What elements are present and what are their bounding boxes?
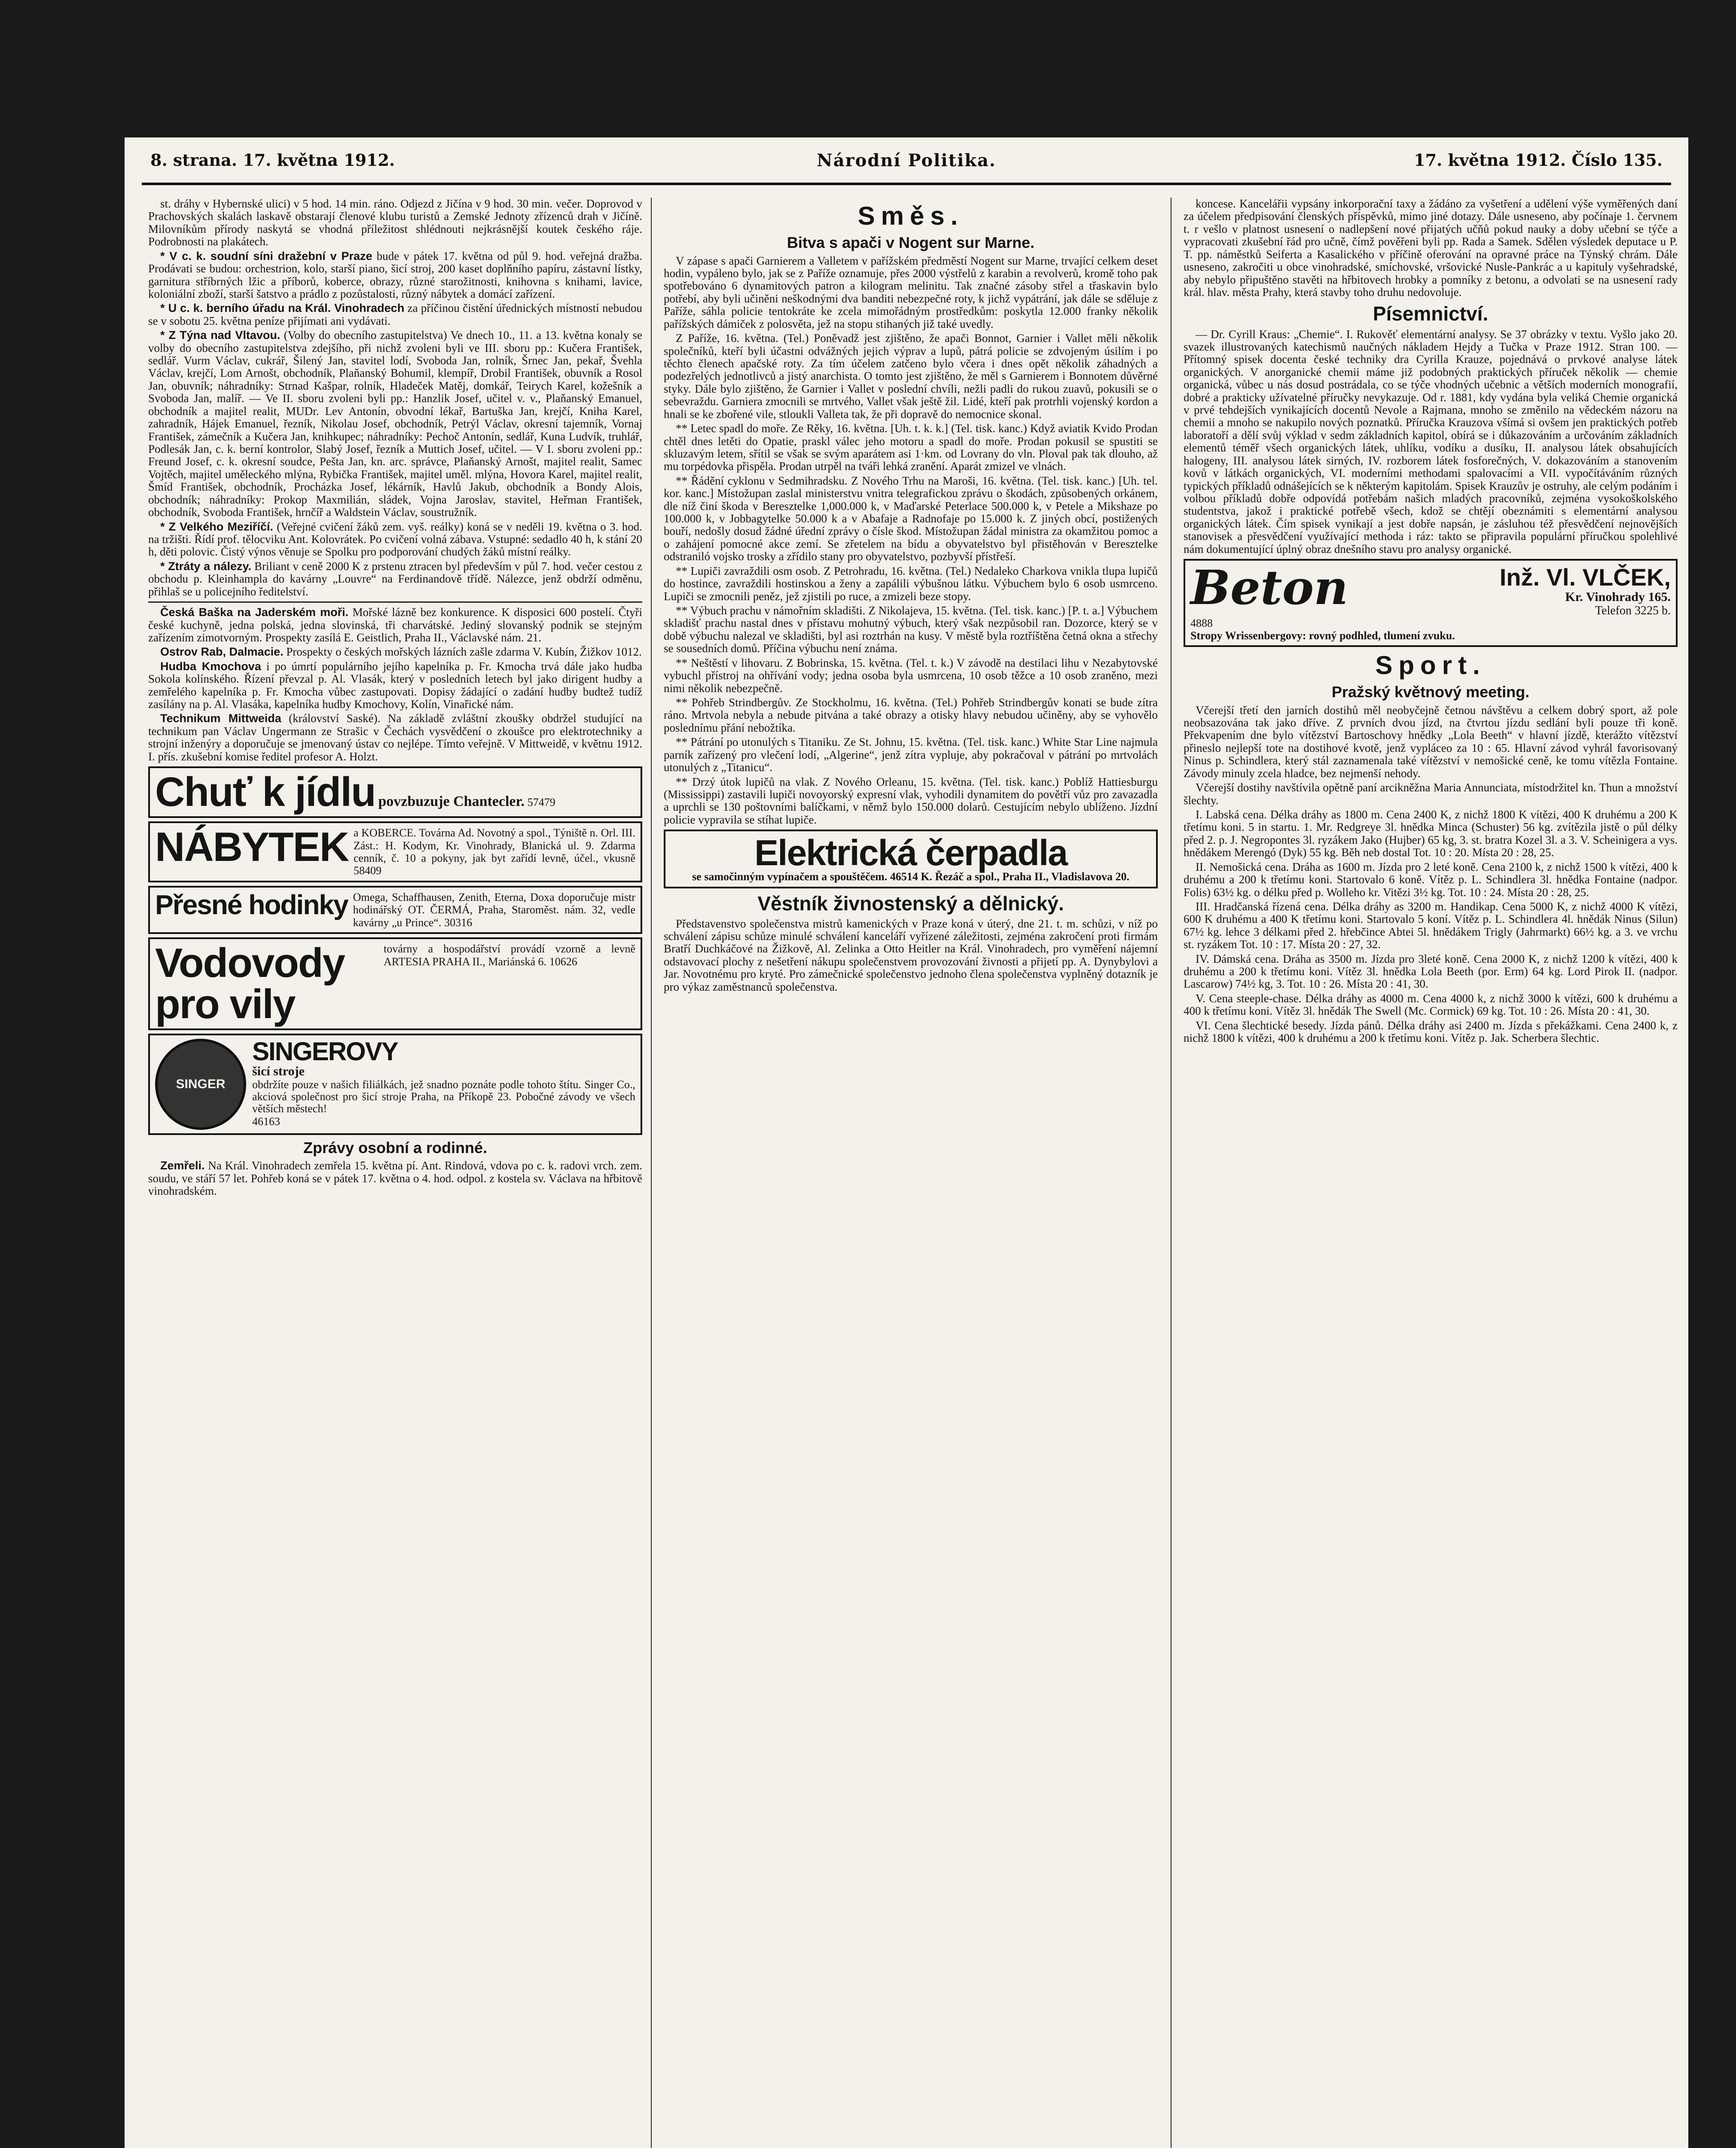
ad-phone: Telefon 3225 b. xyxy=(1595,604,1671,617)
ad-text: továrny a hospodářství provádí vzorně a levně ARTESIA PRAHA II., Mariánská 6. xyxy=(384,943,635,968)
advertisement-artesia xyxy=(148,937,642,1030)
ad-headline: Elektrická čerpadla xyxy=(754,833,1067,873)
ad-logo-beton: Beton xyxy=(1190,560,1349,616)
ad-code: 10626 xyxy=(549,955,577,968)
ad-text: obdržíte pouze v našich filiálkách, jež snadno poznáte podle tohoto štítu. Singer Co., akciová společnost pro šicí stroje Praha, na Příkopě 23. Pobočné závody ve všech větších městech! xyxy=(252,1078,635,1115)
article-text: — Dr. Cyrill Kraus: „Chemie“. I. Rukověť elementární analysy. Se 37 obrázky v textu. Vyšlo jako 20. svazek illustrovaných katechismů naučných nákladem Hejdy a Tučka v Praze 1912. Stran 100. — Přítomný spisek docenta české techniky dra Cyrilla Krauze, pojednává o prvkové analyse látek organických. V anorganické chemii máme již podobných praktických příruček několik — chemie organická, vůbec u nás dosud postrádala, co se týče vhodných učebnic a větších moderních monografií, dobré a prakticky užívatelné příručky nevykazuje. Od r. 1881, kdy vydána byla veliká Chemie organická v prvé tehdejších vynikajících docentů Nevole a Rajmana, mnoho se změnilo na vědeckém názoru na chemii a mnoho se nakupilo nových poznatků. Příručka Krauzova všímá si ovšem jen praktických potřeb laboratoří a dělí svůj výklad v sedm základních kapitol, obírá se i důkazováním a určováním základních elementů téměř všech organických látek, uhlíku, vodíku a dusíku, II. analysou látek obsahujících halogeny, III. analysou látek sirných, IV. rozborem látek fosforečných, V. dokazováním a stanovením kovů v látkách organických, VI. moderními methodami spalovacími a VII. vypočítáváním různých typických příkladů odnášejících se k některým kapitolám. Spisek Krauzův je ostruhy, ale celým podáním i volbou příkladů dobře odpovídá potřebám našich mladých pracovníků, zejména vysokoškolského studentstva, jakož i praktické potřebě všech, kdož se chtějí obeznámiti s elementární analysou organických látek. Čím spisek vynikají a jest dobře napsán, je zásluhou též přesvědčení nejnovějších stanovisek a přesvědčení využívající methoda i ráz: takto se připravila populární příručkou spolehlivé nám dokumentující úplný obraz dnešního stavu pro analysy organické. xyxy=(1184,327,1678,555)
column-2 xyxy=(664,198,1158,2148)
article-text: V zápase s apači Garnierem a Valletem v pařížském předměstí Nogent sur Marne, trvající celkem deset hodin, vypáleno bylo, jak se z Paříže oznamuje, přes 2000 výstřelů z karabin a revolverů, kromě toho pak spotřebováno 6 dynamitových patron a kilogram melinitu. Tak značné zásoby střel a třaskavin bylo potřebí, aby byli učiněni neškodnými dva banditi nebezpečné roty, k jichž vypátrání, jak dále se sděluje z Paříže, sáhla policie tentokráte ke zcela mimořádným prostředkům: poskytla 12.000 franky několik pařížských dámiček z polosvěta, jež na stopu stihaných již také uvedly. xyxy=(664,254,1158,330)
article-body: Mořské lázně bez konkurence. K disposici 600 postelí. Čtyři české kuchyně, jedna polská, jedna slovinská, tři charvátské. Jediný slovanský podnik se stejným zařízením zimotvorným. Prospekty zasílá E. Geistlich, Praha II., Václavské nám. 21. xyxy=(148,606,642,644)
article-text xyxy=(148,521,642,558)
page-header-issue: 17. května 1912. Číslo 135. xyxy=(1414,150,1663,170)
article-heading: * V c. k. soudní síni dražební v Praze xyxy=(160,249,372,262)
ad-address: Kr. Vinohrady 165. xyxy=(1565,590,1671,604)
ad-subheadline: šicí stroje xyxy=(252,1064,305,1079)
section-title-zpravy: Zprávy osobní a rodinné. xyxy=(303,1139,488,1157)
article-text xyxy=(148,712,642,763)
article-text: Představenstvo společenstva mistrů kamenických v Praze koná v úterý, dne 21. t. m. schůzi, v níž po schválení zápisu schůze minulé schválení kanceláří vyřízené záležitosti, zejména zakročení proti firmám Bratří Duchkáčové na Žižkově, Al. Zelinka a Otto Heitler na Král. Vinohradech, pro vyměření nájemní odstavovací plochy z nešetření nákupu společenstvem provozování živnosti a přijetí pp. A. Dynybylovi a Jar. Novotnému pro kryté. Pro zámečnické společenstvo jednoho člena společenstva vyplněný dotazník je pro výkaz zaměstnanců společenstva. xyxy=(664,917,1158,993)
article-body: za příčinou čistění úřednických místností nebudou se v sobotu 25. května peníze přijímati ani vydávati. xyxy=(148,302,642,327)
article-text: Včerejší třetí den jarních dostihů měl neobyčejně četnou návštěvu a celkem dobrý sport, až pole neobsazována tak jako dříve. Z prvních dvou jízd, na čtvrtou jízdu sedlání byli pouze tři koně. Překvapením dne bylo vítězství Bartoschovy hnědky „Lola Beeth“ v hlavní jízdě, kterážto vítězství přineslo nejlepší tote na dostihové kvotě, jenž vypláceo za 10 : 65. Hlavní závod vyhrál favorisovaný Ninus p. Schindlera, který stál zaznamenala také vítězství v nemošické ceně, ke tomu vítězla Fontaine. Závody minuly zcela hladce, bez nejmenší nehody. xyxy=(1184,703,1678,780)
article-text: I. Labská cena. Délka dráhy as 1800 m. Cena 2400 K, z nichž 1800 K vítězi, 400 K druhému a 200 K třetímu koni. 5 in startu. 1. Mr. Redgreye 3l. hnědka Minca (Schuster) 56 kg. zvítězila jistě o půl délky před 2. p. J. Negropontes 3l. ryzákem Jako (Hujber) 65 kg, 3. st. bratra Kozel 3l. a 3. V. Scheinigera a vys. hnědákem Merengó (Dyk) 55 kg. Běh neb dostal Tot. 10 : 20. Místa 20 : 28, 25. xyxy=(1184,808,1678,859)
column-separator-2 xyxy=(1171,198,1172,2148)
article-text: koncese. Kancelářii vypsány inkorporační taxy a žádáno za vyšetření a udělení výše vyměřených daní za účelem předpisování členských příspěvků, mimo jiné dotazy. Dále usneseno, aby počínaje 1. červnem t. r vešlo v platnost usnesení o nadlepšení nové přijatých učňů pokud nauky a doby učební se týče a vypracovati zkušební řád pro učně, čímž pověřeni byli pp. Rada a Samek. Sdělen výsledek deputace u P. T. pp. náměstků Seifertа a Kasalického v příčině oferování na opravné práce na Týnský chrám. Dále usneseno, zakročiti u obce vinohradské, smíchovské, vršovické Nusle-Pankrác a u kapituly vyšehradské, aby nebylo připuštěno stavěti na hřbitovech hrobky a pomníky z betonu, a odvolati se na usnesení rady král. hlav. města Prahy, která stavby toho druhu nedovoluje. xyxy=(1184,198,1678,299)
ad-code: 46163 xyxy=(252,1115,280,1128)
article-text: Včerejší dostihy navštívila opětně paní arcikněžna Maria Annunciata, místodržitel kn. Thun a množství šlechty. xyxy=(1184,781,1678,807)
article-body: Briliant v ceně 2000 K z prstenu ztracen byl především v půl 7. hod. večer cestou z obchodu p. Kleinhampla do kavárny „Louvre“ na Ferdinandově třídě. Nálezce, jenž obdrží odměnu, přihlaš se u policejního ředitelství. xyxy=(148,559,642,598)
advertisement-cerpadla xyxy=(664,830,1158,888)
article-text: st. dráhy v Hybernské ulici) v 5 hod. 14 min. ráno. Odjezd z Jičína v 9 hod. 30 min. večer. Doprovod v Prachovských skalách laskavě obstarají členové klubu turistů a Zemské Jednoty zřízenců drah v Jičíně. Milovníkům přírody naskytá se vhodná příležitost shlédnouti nejkrásnější koutek českého ráje. Podrobnosti na plakátech. xyxy=(148,198,642,248)
article-title: Bitva s apači v Nogent sur Marne. xyxy=(787,234,1035,252)
article-text: V. Cena steeple-chase. Délka dráhy as 4000 m. Cena 4000 k, z nichž 3000 k vítězi, 600 k druhému a 400 k třetímu koni. Vítěz 3l. hnědák The Swell (Mc. Cormick) 69 kg. Tot. 10 : 26. Místa 20 : 41, 30. xyxy=(1184,992,1678,1018)
ad-text: se samočinným vypínačem a spouštěčem. 46514 K. Řezáč a spol., Praha II., Vladislavova 20. xyxy=(692,870,1129,883)
ad-headline: Přesné hodinky xyxy=(155,889,348,920)
article-text: ** Neštěstí v lihovaru. Z Bobrinska, 15. května. (Tel. t. k.) V závodě na destilaci lihu v Nezabytovské vybuchl přístroj na ohřívání vody; jedna osoba byla usmrcena, 10 osob těžce a 10 osob zraněno, mezi nimi několik nebezpečně. xyxy=(664,656,1158,695)
ad-code: 57479 xyxy=(527,796,555,809)
section-title-vestnik: Věstník živnostenský a dělnický. xyxy=(757,892,1064,915)
advertisement-chantecler xyxy=(148,766,642,818)
ad-code: 58409 xyxy=(354,864,382,877)
article-text xyxy=(148,1159,642,1197)
advertisement-beton xyxy=(1184,559,1678,647)
column-separator-1 xyxy=(651,198,652,2148)
article-body: i po úmrtí populárního jejího kapelníka p. Fr. Kmocha trvá dále jako hudba Sokola kolínského. Řízení převzal p. Al. Vlasák, který v posledních letech byl jako dirigent hudby a zemřelého kapelníka p. Fr. Kmocha vůbec zastupovati. Dopisy žádající o zadání hudby budtež tudíž zasílány na p. Al. Vlasáka, kapelníka hudby Kmochovy, Kolín, Vinařické nám. xyxy=(148,659,642,711)
article-text xyxy=(148,329,642,519)
section-title-smes: Směs. xyxy=(857,201,964,230)
article-body: (Volby do obecního zastupitelstva) Ve dnech 10., 11. a 13. května konaly se volby do obecního zastupitelstva zdejšího, při nichž zvoleni byli ve III. sboru pp.: Kučera František, sedlář. Vurm Václav, cukrář, Šilený Jan, stavitel lodí, Svoboda Jan, rolník, Šrnec Jan, pekař, Švehla Václav, krejčí, Lom Arnošt, obchodník, Plaňanský Bohumil, klempíř, Drobil František, obuvník a Rosol Jan, obuvník; náhradníky: Strnad Kašpar, rolník, Hladeček Matěj, domkář, Teirych Karel, kožešník a Svoboda Jan, malíř. — Ve II. sboru zvoleni byli pp.: Hanzlik Josef, učitel v. v., Plaňanský Emanuel, obchodník a majitel realit, MUDr. Lev Antonín, obvodní lékař, Bartuška Jan, krejčí, Kniha Karel, zahradník, Hájek Emanuel, řezník, Nikolau Josef, obchodník, Petrýl Václav, okresní tajemník, Vornaj František, zámečník a Kučera Jan, knihkupec; náhradníky: Pechoč Antonín, sedlář, Kuna Ludvík, truhlář, Podlesák Jan, c. k. berní kontrolor, Slabý Josef, řezník a Muttich Josef, učitel. — V I. sboru zvoleni pp.: Freund Josef, c. k. okresní soudce, Pešta Jan, kn. arc. správce, Plaňanský Arnošt, majitel realit, Samec Vojtěch, majitel uměleckého mlýna, Rybička František, majitel uměl. mlýna, Hovora Karel, majitel realit, Šmíd František, obchodník, Procházka Josef, lékárník, Havlů Jakub, obchodník a Bondy Alois, obchodník; náhradníky: Prokop Maxmilián, sládek, Vojna Jaroslav, stavitel, Heřman František, obchodník, Svoboda František, hrnčíř a Waldstein Václav, soustružník. xyxy=(148,329,642,519)
article-text: ** Řádění cyklonu v Sedmihradsku. Z Nového Trhu na Maroši, 16. května. (Tel. tisk. kanc.) [Uh. tel. kor. kanc.] Místožupan zaslal ministerstvu vnitra telegrafickou zprávu o škodách, způsobených orkánem, dle níž činí škoda v Beresztelke 1,000.000 k, v Maďarské Peterlace 500.000 k, v Petele a Mikshaze po 100.000 k, v Jobbagytelke 50.000 k a v Abafaje a Radnofaje po 15.000 k. Z jiných obcí, postižených bouří, nedošly dosud žádné úřední zprávy o čísle škod. Místožupan žádal ministra za okamžitou pomoc a o zahájení pomocné akce zemí. Se zřetelem na bídu a obyvatelstvo byl přistěhován v Beresztelke odstraniló vojsko trosky a zřídilo stany pro obyvatelstvo, pozbyvší přístřeší. xyxy=(664,474,1158,563)
divider xyxy=(148,601,642,603)
section-title-sport: Sport. xyxy=(1375,650,1486,680)
advertisement-singer xyxy=(148,1034,642,1135)
article-text: ** Drzý útok lupičů na vlak. Z Nového Orleanu, 15. května. (Tel. tisk. kanc.) Poblíž Hattiesburgu (Mississippi) zastavili lupiči novoyorský expresní vlak, vyhodili dynamitem do povětří vůz pro zavazadla a uprchli se 130 poštovními balíčkami, v němž bylo 150.000 dolarů. Cestujícím nebylo ublíženo. Jízdní policie vypravila se stíhat lupiče. xyxy=(664,775,1158,826)
article-heading: Česká Baška na Jaderském moři. xyxy=(160,606,349,619)
ad-headline: SINGEROVY xyxy=(252,1037,398,1066)
article-body: (Veřejné cvičení žáků zem. vyš. reálky) koná se v neděli 19. května o 3. hod. na tržišti. Řídí prof. tělocviku Ant. Kolovrátek. Po cvičení volná zábava. Vstupné: sedadlo 40 h, k stání 20 h, děti polovic. Čistý výnos věnuje se Spolku pro podporování chudých žáků místní reálky. xyxy=(148,520,642,558)
article-text xyxy=(148,302,642,327)
article-heading: * Z Velkého Meziříčí. xyxy=(160,520,273,533)
article-text: ** Letec spadl do moře. Ze Rěky, 16. května. [Uh. t. k. k.] (Tel. tisk. kanc.) Když aviatik Kvido Prodan chtěl dnes letěti do Opatie, praskl válec jeho motoru a spadl do moře. Prodan pokusil se spustiti se skluzavým letem, sřítil se však se svým aparátem asi 1·km. od Lovrany do vln. Ploval pak tak dlouho, až mu torpédovka přispěla. Prodan utrpěl na tváři lehká zranění. Aparát zmizel ve vlnách. xyxy=(664,422,1158,473)
article-text: ** Lupiči zavraždili osm osob. Z Petrohradu, 16. května. (Tel.) Nedaleko Charkova vnikla tlupa lupičů do hostince, zavraždili hostinskou a ženy a zapálili výbušnou látku. Výbuchem bylo 6 osob usmrceno. Lupiči se zmocnili peněz, jež zjistili po ruce, a zmizeli beze stopy. xyxy=(664,564,1158,603)
ad-text: Stropy Wrissenbergovy: rovný podhled, tlumení zvuku. xyxy=(1190,629,1455,642)
advertisement-nabytek xyxy=(148,821,642,882)
newspaper-page xyxy=(125,137,1688,2148)
ad-text: povzbuzuje Chantecler. xyxy=(378,793,525,810)
masthead-title: Národní Politika. xyxy=(817,150,996,171)
ad-code: 4888 xyxy=(1190,617,1213,630)
article-title: Pražský květnový meeting. xyxy=(1331,683,1530,701)
ad-text: a KOBERCE. Továrna Ad. Novotný a spol., Týniště n. Orl. III. Zást.: H. Kodym, Kr. Vinohrady, Blanická ul. 9. Zdarma cenník, č. 10 a pokyny, jak byt zařídí levně, účel., vkusně xyxy=(354,827,635,864)
article-body: bude v pátek 17. května od půl 9. hod. veřejná dražba. Prodávati se budou: orchestrion, kolo, starší piano, šicí stroj, 200 kaset doplňního papíru, zástavní lístky, garnitura stříbrných lžic a příborů, koberce, obrazy, různé starožitnosti, knihovna s knihami, lavice, koloniální zboží, starší šatstvo a prádlo z pozůstalosti, různý nábytek a domácí zařízení. xyxy=(148,249,642,300)
article-text: Z Paříže, 16. května. (Tel.) Poněvadž jest zjištěno, že apači Bonnot, Garnier i Vallet měli několik společníků, kteří byli účastni odvážných jejich výprav a lupů, pátrá policie se zdvojeným úsilím i po těchto členech apačské roty. Za tím účelem zatčeno bylo včera i dnes opět několik záhadných a podezřelých jednotlivců a jistý anarchista. O tomto jest zjištěno, že měl s Garnierem i Bonnotem důvěrné styky. Dále bylo zjištěno, že Garnier i Vallet v poslední chvíli, nežli padli do rukou zuavů, pokusili se o sebevraždu. Garniera zmocnili se mrtvého, Vallet však ještě žil. Lidé, kteří pak protrhli vojenský kordon a hnali se ke zbořené vile, stloukli Valleta tak, že při dopravě do nemocnice skonal. xyxy=(664,332,1158,421)
article-text: IV. Dámská cena. Dráha as 3500 m. Jízda pro 3leté koně. Cena 2000 K, z nichž 1200 k vítězi, 400 k druhému a 200 k třetímu koni. Vítěz 3l. hnědka Lola Beeth (por. Erm) 64 kg. Lord Pirok II. (nadpor. Lascarow) 74½ kg, 3. Tot. 10 : 26. Místa 20 : 41, 30. xyxy=(1184,952,1678,991)
article-body: Na Král. Vinohradech zemřela 15. května pí. Ant. Rindová, vdova po c. k. radovi vrch. zem. soudu, ve stáří 57 let. Pohřeb koná se v pátek 17. května o 4. hod. odpol. z kostela sv. Václava na hřbitově vinohradském. xyxy=(148,1159,642,1198)
column-1 xyxy=(148,198,642,2148)
article-text: ** Pátrání po utonulých s Titaniku. Ze St. Johnu, 15. května. (Tel. tisk. kanc.) White Star Line najmula parník zařízený pro vlečení lodí, „Algerine“, jenž zítra vypluje, aby pokračoval v pátrání po mrtvolách utonulých z „Titanicu“. xyxy=(664,735,1158,774)
page-header-date: 8. strana. 17. května 1912. xyxy=(150,150,395,170)
article-body: (království Saské). Na základě zvláštní zkoušky obdržel studující na technikum pan Václav Ungermann ze Strašic v Čechách vysvědčení o zkoušce pro elektrotechniky a strojní inženýry a doporučuje se jmenovaný ústav co nejlépe. Tímto veřejně. V Mittweidě, v květnu 1912. I. přís. zkušební komise ředitel profesor A. Holzt. xyxy=(148,712,642,763)
header-rule xyxy=(142,183,1671,185)
article-heading: Ostrov Rab, Dalmacie. xyxy=(160,645,284,659)
article-text xyxy=(148,660,642,711)
article-text: ** Pohřeb Strindbergův. Ze Stockholmu, 16. května. (Tel.) Pohřeb Strindbergův konati se bude zítra ráno. Mrtvola nebyla a nebude pitvána a také obrazy a otisky hlavy nebudou učiněny, aby se vyhovělo poslednímu přání nebožtíka. xyxy=(664,696,1158,734)
ad-headline: NÁBYTEK xyxy=(155,824,349,870)
article-text: VI. Cena šlechtické besedy. Jízda pánů. Délka dráhy asi 2400 m. Jízda s překážkami. Cena 2400 k, z nichž 1800 k vítězi, 400 k druhému a 200 k třetímu koni. Vítěz p. Jak. Scherbera šlechtic. xyxy=(1184,1019,1678,1045)
article-text xyxy=(148,646,642,658)
article-heading: Technikum Mittweida xyxy=(160,712,281,725)
ad-text: Omega, Schaffhausen, Zenith, Eterna, Doxa doporučuje mistr hodinářský OT. ČERMÁ, Praha, Staroměst. nám. 32, vedle kavárny „u Prince“. xyxy=(353,891,635,929)
article-heading: * U c. k. berního úřadu na Král. Vinohradech xyxy=(160,302,405,315)
article-text: III. Hradčanská řízená cena. Délka dráhy as 3200 m. Handikap. Cena 5000 K, z nichž 4000 K vítězi, 600 K druhému a 400 K třetímu koni. Startovalo 5 koní. Vítěz p. L. Schindlera 4l. hnědák Ninus (Silun) 67½ kg. lehce 3 délkami před 2. hřebčince Abtei 5l. hnědákem Trigly (Jahrmarkt) 66½ kg. a 3. ve vrchu st. ryzákem Tot. 10 : 17. Místa 20 : 27, 32. xyxy=(1184,900,1678,951)
article-heading: Hudba Kmochova xyxy=(160,659,261,673)
singer-logo: SINGER xyxy=(155,1039,246,1130)
section-title-pisemnictvi: Písemnictví. xyxy=(1373,302,1489,325)
article-body: Prospekty o českých mořských lázních zašle zdarma V. Kubín, Žižkov 1012. xyxy=(286,645,642,659)
article-text xyxy=(148,606,642,644)
advertisement-hodinky xyxy=(148,886,642,934)
article-text: ** Výbuch prachu v námořním skladišti. Z Nikolajeva, 15. května. (Tel. tisk. kanc.) [P. t. a.] Výbuchem skladišť prachu nastal dnes v přístavu mohutný výbuch, který však nezpůsobil ran. Dozorce, který se v době výbuchu nalezal ve skladišti, byl asi roztrhán na kusy. V městě byla roztříštěna četná okna a střechy se sousedních domů. Příčina výbuchu není známa. xyxy=(664,604,1158,655)
article-text xyxy=(148,250,642,301)
column-3 xyxy=(1184,198,1678,2148)
article-heading: * Z Týna nad Vltavou. xyxy=(160,329,281,342)
article-heading: Zemřeli. xyxy=(160,1159,205,1172)
ad-code: 30316 xyxy=(444,916,473,929)
ad-headline: Vodovody pro vily xyxy=(155,940,345,1028)
article-heading: * Ztráty a nálezy. xyxy=(160,559,251,573)
article-text: II. Nemošická cena. Dráha as 1600 m. Jízda pro 2 leté koně. Cena 2100 k, z nichž 1500 k vítězi, 400 k druhému a 200 k třetímu koni. Startovalo 6 koně. Vítěz p. L. Schindlera 3l. hnědka Fontaine (nadpor. Folis) 63½ kg. o délku před p. Wolleho kr. Vitězi 3½ kg. Tot. 10 : 24. Místa 20 : 28, 25. xyxy=(1184,860,1678,899)
article-text xyxy=(148,560,642,598)
ad-headline: Chuť k jídlu xyxy=(155,769,375,815)
ad-firm: Inž. Vl. VLČEK, xyxy=(1499,564,1671,591)
